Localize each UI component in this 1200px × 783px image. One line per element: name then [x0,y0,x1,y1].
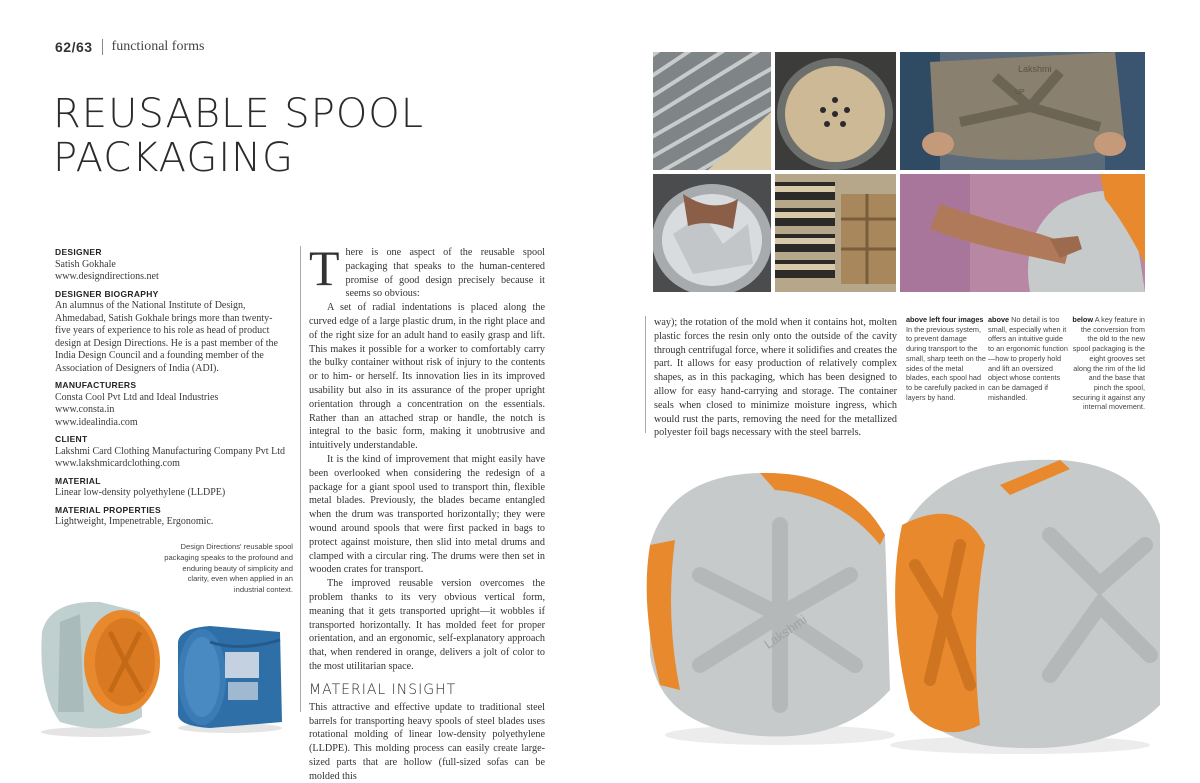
page-numbers: 62/63 [55,39,93,55]
caption-left: Design Directions' reusable spool packaging speaks to the profound and enduring beauty of simplicity and clarity, even when applied in an industrial context. [164,542,293,595]
caption-above-left [906,315,986,402]
properties-label: MATERIAL PROPERTIES [55,504,161,515]
paragraph: A set of radial indentations is placed along the curved edge of a large plastic drum, in the right place and of the right size for an adult hand to easily grasp and lift. This makes it possible for a worker to comfortably carry the bulky container without risk of injury to the contents or to him- or herself. Its innovation lies in its improved usability but also in its assurance of the proper upright orientation through a concentration on the essentials. Rather than an attached strap or handle, the notch is integral to the basic form, making it unobtrusive and intuitively understandable. [309,302,545,452]
section-name: functional forms [111,39,205,54]
photo-hands-holding-lid [900,52,1145,170]
photo-metal-blades [653,52,771,170]
photo-hand-grip-detail [900,174,1145,292]
caption-text: In the previous system, to prevent damage during transport to the small, sharp teeth on the sides of the metal blades, each spool had to be carefully packed in layers by hand. [906,324,986,402]
manufacturers-label: MANUFACTURERS [55,380,137,390]
photo-stacked-spools-crates [775,174,896,292]
caption-text: No detail is too small, especially when it offers an intuitive guide to an ergonomic function—how to properly hold and lift an oversized object whose contents can be damaged if mishandled. [988,315,1068,402]
lid-brand-text: Lakshmi [1018,64,1052,74]
photo-foil-wrapping [653,174,771,292]
material-insight-heading: MATERIAL INSIGHT [309,681,457,698]
paragraph: way); the rotation of the mold when it contains hot, molten plastic forces the resin only onto the outside of the cavity through centrifugal force, where it solidifies and creates the part. It allows for easy production of relatively complex shapes, as in this packaging, which has been designed to allow for easy hand-carrying and storage. The container seals when closed to minimize moisture ingress, which would rust the parts, removing the need for the metallized polyester foil bags necessary with the steel barrels. [654,317,897,439]
photo-new-spool-small [30,592,165,737]
caption-lead: below [1072,315,1094,324]
designer-name: Satish Gokhale [55,258,116,270]
caption-lead: above left four images [906,315,984,324]
bio-label: DESIGNER BIOGRAPHY [55,288,159,299]
caption-lead: above [988,315,1010,324]
photo-drum-lid-top [775,52,896,170]
bio-line: An alumnus of the National Institute of Design, [55,300,246,311]
bio-line: Ahmedabad, Satish Gokhale brings more than twenty- [55,312,273,324]
paragraph: This attractive and effective update to traditional steel barrels for transporting heavy spools of steel blades uses rotational molding of linear low-density polyethylene (LLDPE). This molding process can easily create large-sized parts that are hollow (full-sized sofas can be molded this [309,701,545,782]
caption-below [1070,315,1145,412]
material-label: MATERIAL [55,475,101,486]
caption-above [988,315,1068,402]
project-credits [55,246,285,529]
manufacturers-line: www.idealindia.com [55,416,138,428]
bio-line: design at Design Directions. He is a past member of the [55,337,278,349]
article-title: REUSABLE SPOOL PACKAGING [53,91,425,181]
article-body-column-1 [309,240,545,783]
photo-spool-containers-large [640,455,1170,755]
article-body-column-2 [654,316,897,440]
running-header [55,38,204,56]
bio-line: India Design Council and a founding member of the [55,350,264,361]
drop-cap: T [309,240,340,296]
bio-line: five years of experience to his role as head of product [55,325,270,336]
manufacturers-line: Consta Cool Pvt Ltd and Ideal Industries [55,391,219,403]
properties-line: Lightweight, Impenetrable, Ergonomic. [55,516,214,527]
material-line: Linear low-density polyethylene (LLDPE) [55,487,226,498]
manufacturers-line: www.consta.in [55,404,115,415]
paragraph: The improved reusable version overcomes the problem thanks to its very obvious vertical form, meaning that it gets transported upright—it wobbles if transported horizontally. It has molded feet for proper orientation, and an ergonomic, self-explanatory approach that, when rendered in orange, delivers a jolt of color to the most utilitarian space. [309,578,545,672]
photo-old-steel-drum [170,622,288,734]
paragraph: It is the kind of improvement that might easily have been overlooked when considering the redesign of a package for a giant spool used to transport thin, flexible metal blades. Previously, the blades became entangled when the drum was transported horizontally; they were wound around spools that were first packed in bags to protect against moisture, then slid into metal drums and clamped with a circular ring. The drums were then set in wooden crates for transport. [309,453,545,576]
client-line: Lakshmi Card Clothing Manufacturing Company Pvt Ltd [55,445,285,457]
lid-up-mark: UP [1015,89,1025,96]
designer-label: DESIGNER [55,247,102,257]
client-label: CLIENT [55,434,88,444]
paragraph-intro: There is one aspect of the reusable spool packaging that speaks to the human-centered promise of good design precisely because it seems so obvious: [309,240,545,300]
bio-line: Association of Designers of India (ADI). [55,362,219,374]
caption-text: A key feature in the conversion from the old to the new spool packaging is the eight grooves set along the rim of the lid and the base that pinch the spool, securing it against any internal movement. [1072,315,1145,412]
designer-url: www.designdirections.net [55,271,159,282]
column-rule [300,246,301,712]
header-divider [102,39,103,55]
container-brand-text: Lakshmi [761,611,810,652]
client-line: www.lakshmicardclothing.com [55,458,180,469]
column-rule [645,316,646,433]
